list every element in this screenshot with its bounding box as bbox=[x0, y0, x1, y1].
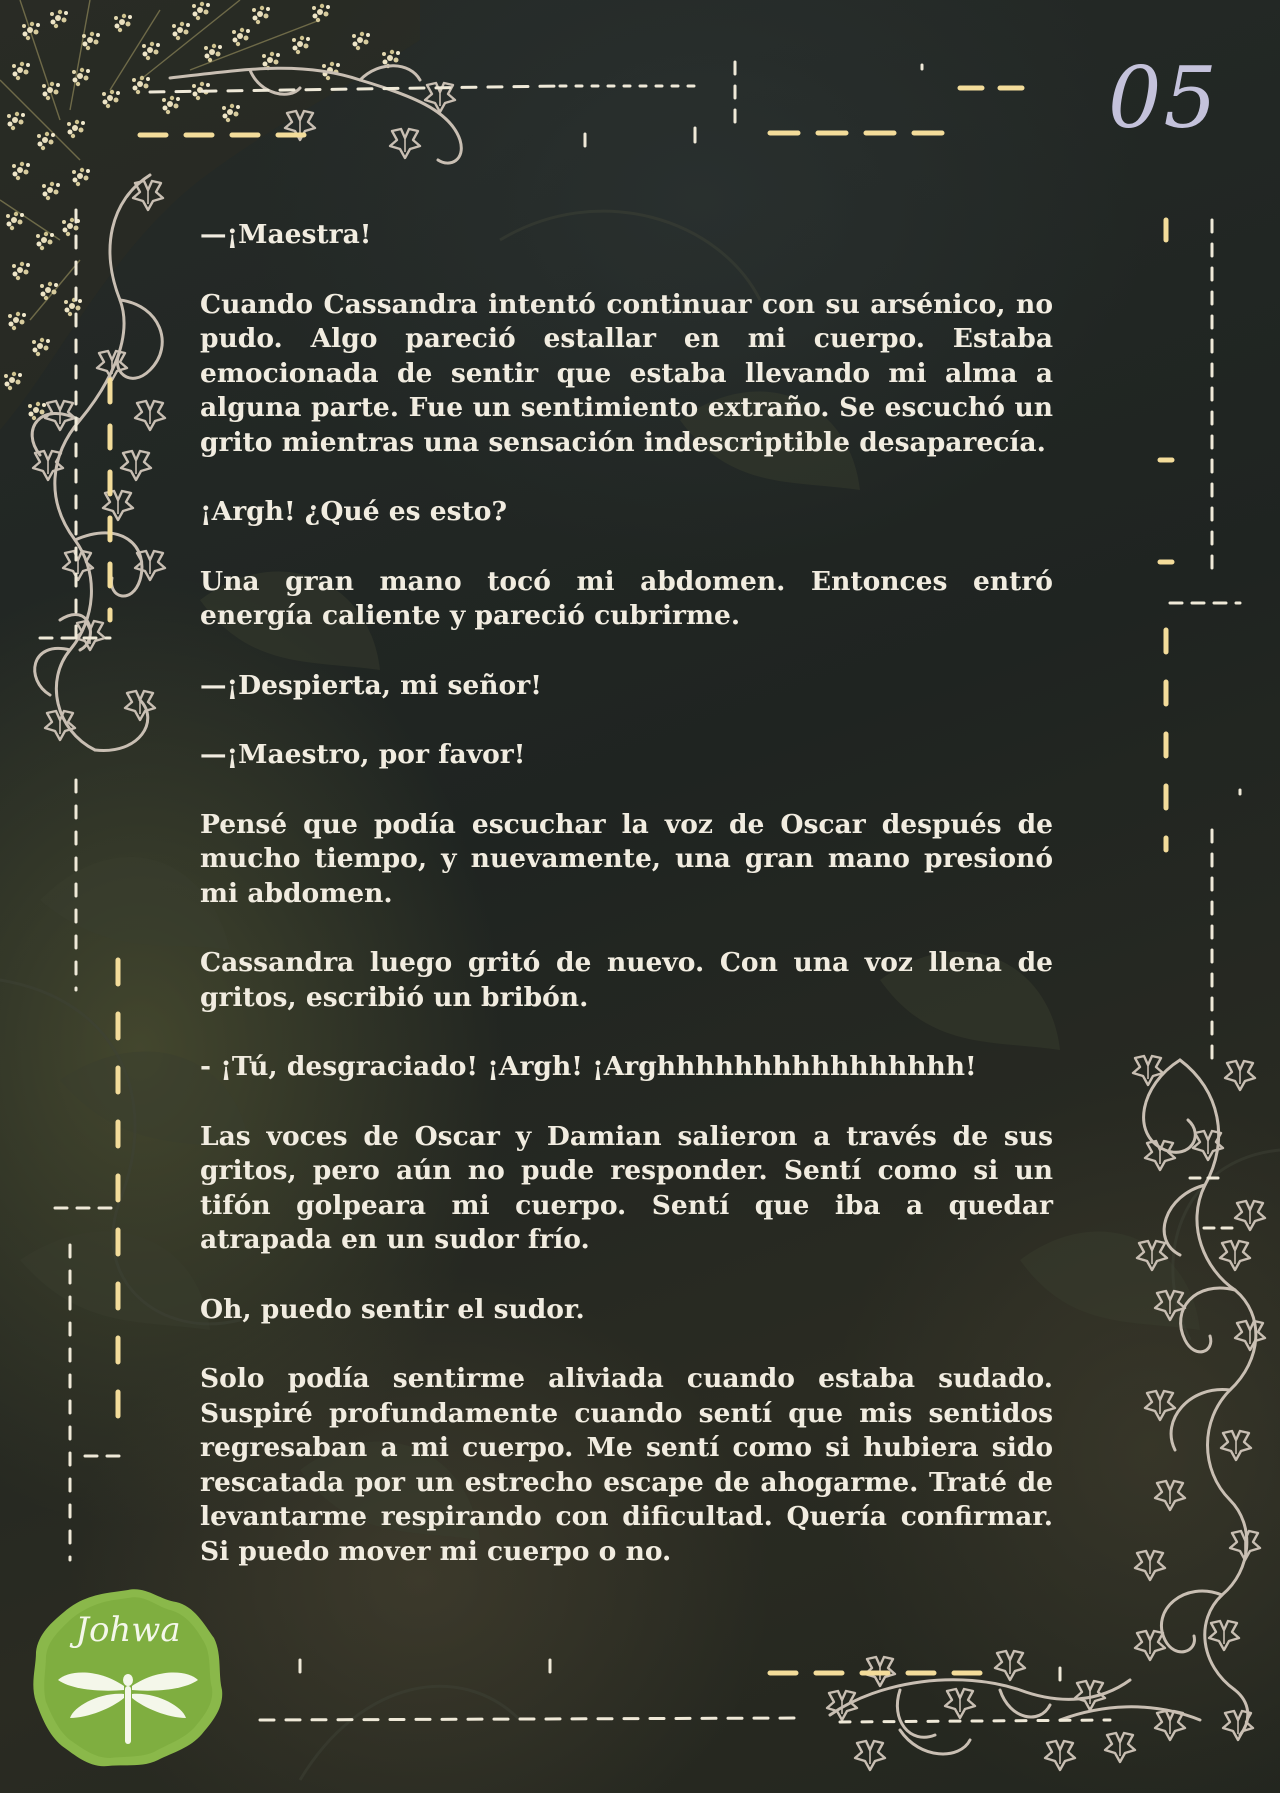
vine-decoration-bottom bbox=[830, 1680, 1130, 1754]
paragraph: Cassandra luego gritó de nuevo. Con una voz llena de gritos, escribió un bribón. bbox=[200, 947, 1053, 1013]
page-number: 05 bbox=[1108, 49, 1219, 147]
paragraph: Oh, puedo sentir el sudor. bbox=[200, 1293, 585, 1325]
paragraph: —¡Maestro, por favor! bbox=[200, 739, 526, 770]
paragraph: ¡Argh! ¿Qué es esto? bbox=[200, 496, 508, 527]
paragraph: Pensé que podía escuchar la voz de Oscar después de mucho tiempo, y nuevamente, una gran mano presionó mi abdomen. bbox=[200, 808, 1053, 909]
johwa-logo bbox=[28, 1582, 228, 1772]
logo-text: Johwa bbox=[75, 1610, 181, 1650]
paragraph: Solo podía sentirme aliviada cuando estaba sudado. Suspiré profundamente cuando sentí que mis sentidos regresaban a mi cuerpo. Me sentí como si hubiera sido rescatada por un estrecho escape de ahogarme. Traté de levantarme respirando con dificultad. Quería confirmar. Si puedo mover mi cuerpo o no. bbox=[200, 1363, 1053, 1567]
paragraph: Cuando Cassandra intentó continuar con su arsénico, no pudo. Algo pareció estallar en mi cuerpo. Estaba emocionada de sentir que estaba llevando mi alma a alguna parte. Fue un sentimiento extraño. Se escuchó un grito mientras una sensación indescriptible desaparecía. bbox=[200, 288, 1053, 458]
paragraph: Una gran mano tocó mi abdomen. Entonces entró energía caliente y pareció cubrirme. bbox=[200, 565, 1053, 631]
paragraph: —¡Despierta, mi señor! bbox=[200, 669, 542, 701]
paragraph: —¡Maestra! bbox=[200, 219, 372, 250]
paragraph: - ¡Tú, desgraciado! ¡Argh! ¡Arghhhhhhhhhhhhhhhh! bbox=[200, 1051, 977, 1082]
story-text bbox=[200, 218, 1053, 1604]
paragraph: Las voces de Oscar y Damian salieron a través de sus gritos, pero aún no pude responder. Sentí como si un tifón golpeara mi cuerpo. Sentí que iba a quedar atrapada en un sudor frío. bbox=[200, 1120, 1053, 1255]
